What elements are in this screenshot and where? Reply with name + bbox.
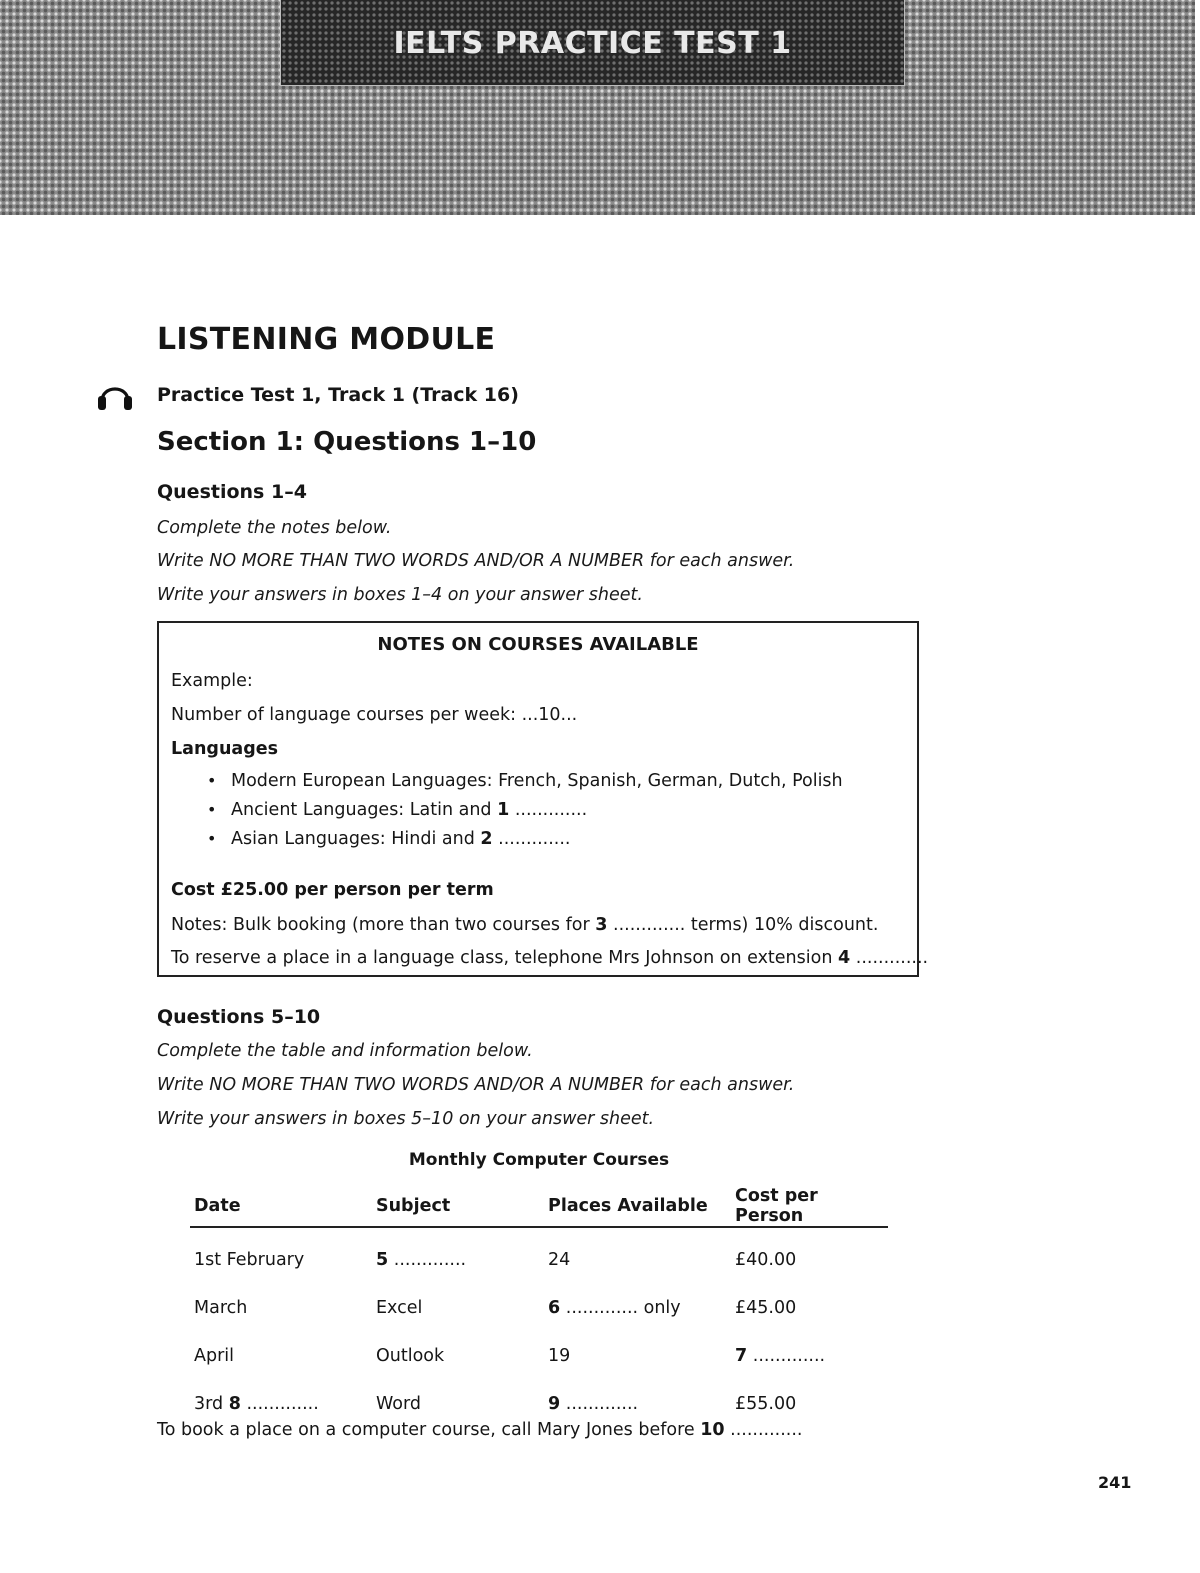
- header-banner: [0, 0, 1195, 215]
- languages-list: [207, 771, 843, 858]
- track-label: Practice Test 1, Track 1 (Track 16): [157, 384, 519, 406]
- column-header: Subject: [372, 1186, 544, 1227]
- example-label: Example:: [171, 671, 253, 691]
- instruction-line: Complete the table and information below.: [157, 1041, 533, 1061]
- question-number: 5: [376, 1250, 389, 1270]
- table-header-row: [190, 1186, 888, 1227]
- instruction-line: Write your answers in boxes 1–4 on your answer sheet.: [157, 585, 643, 605]
- banner-title: IELTS PRACTICE TEST 1: [393, 26, 792, 61]
- question-number: 10: [700, 1420, 725, 1440]
- answer-blank: .............: [492, 829, 571, 849]
- question-number: 7: [735, 1346, 748, 1366]
- table-cell: 5 .............: [376, 1250, 467, 1270]
- instruction-line: Write NO MORE THAN TWO WORDS AND/OR A NUMBER for each answer.: [157, 551, 795, 571]
- table-cell: 9 .............: [548, 1394, 639, 1414]
- list-item: • Modern European Languages: French, Spanish, German, Dutch, Polish: [207, 771, 843, 791]
- question-number: 9: [548, 1394, 561, 1414]
- table-cell: 24: [548, 1250, 571, 1270]
- table-cell: £40.00: [735, 1250, 797, 1270]
- table-cell: 7 .............: [735, 1346, 826, 1366]
- booking-line: To book a place on a computer course, call Mary Jones before 10 .............: [157, 1420, 803, 1440]
- answer-blank: .............: [509, 800, 588, 820]
- table-cell: 6 ............. only: [548, 1298, 681, 1318]
- table-cell: Word: [376, 1394, 421, 1414]
- table-cell: Excel: [376, 1298, 423, 1318]
- column-header: Date: [190, 1186, 372, 1227]
- notes-box: [157, 621, 929, 977]
- instruction-line: Complete the notes below.: [157, 518, 392, 538]
- question-number: 2: [480, 829, 493, 849]
- bullet-icon: •: [207, 771, 217, 790]
- table-cell: £45.00: [735, 1298, 797, 1318]
- questions-5-10-heading: Questions 5–10: [157, 1006, 321, 1028]
- question-number: 3: [595, 915, 608, 935]
- notes-line: Notes: Bulk booking (more than two courses for 3 ............. terms) 10% discount.: [171, 915, 879, 935]
- column-header: Places Available: [544, 1186, 731, 1227]
- notes-title: NOTES ON COURSES AVAILABLE: [377, 634, 699, 655]
- question-number: 1: [497, 800, 510, 820]
- list-item: • Ancient Languages: Latin and 1 .............: [207, 800, 588, 820]
- table-row: [190, 1227, 888, 1284]
- table-cell: Outlook: [376, 1346, 445, 1366]
- table-row: [190, 1332, 888, 1380]
- table-cell: 1st February: [194, 1250, 305, 1270]
- table-cell: 19: [548, 1346, 571, 1366]
- questions-1-4-heading: Questions 1–4: [157, 481, 307, 503]
- question-number: 4: [838, 948, 851, 968]
- languages-heading: Languages: [171, 739, 279, 759]
- list-item: • Asian Languages: Hindi and 2 .............: [207, 829, 571, 849]
- bullet-icon: •: [207, 800, 217, 819]
- page-number: 241: [1098, 1473, 1132, 1492]
- question-number: 6: [548, 1298, 561, 1318]
- cost-heading: Cost £25.00 per person per term: [171, 880, 494, 900]
- bullet-icon: •: [207, 829, 217, 848]
- example-line: Number of language courses per week: ...10...: [171, 705, 578, 725]
- headphones-icon: [96, 377, 134, 411]
- module-title: LISTENING MODULE: [157, 322, 496, 357]
- banner-title-box: [280, 0, 905, 86]
- table-cell: 3rd 8 .............: [194, 1394, 319, 1414]
- reserve-line: To reserve a place in a language class, telephone Mrs Johnson on extension 4 .............: [171, 948, 929, 968]
- table-cell: March: [194, 1298, 248, 1318]
- table-cell: £55.00: [735, 1394, 797, 1414]
- section-title: Section 1: Questions 1–10: [157, 427, 537, 457]
- table-title: Monthly Computer Courses: [408, 1150, 670, 1170]
- table-cell: April: [194, 1346, 234, 1366]
- table-row: [190, 1284, 888, 1332]
- column-header: Cost per Person: [731, 1186, 888, 1227]
- instruction-line: Write your answers in boxes 5–10 on your answer sheet.: [157, 1109, 655, 1129]
- question-number: 8: [228, 1394, 241, 1414]
- instruction-line: Write NO MORE THAN TWO WORDS AND/OR A NUMBER for each answer.: [157, 1075, 795, 1095]
- courses-table: [190, 1186, 888, 1428]
